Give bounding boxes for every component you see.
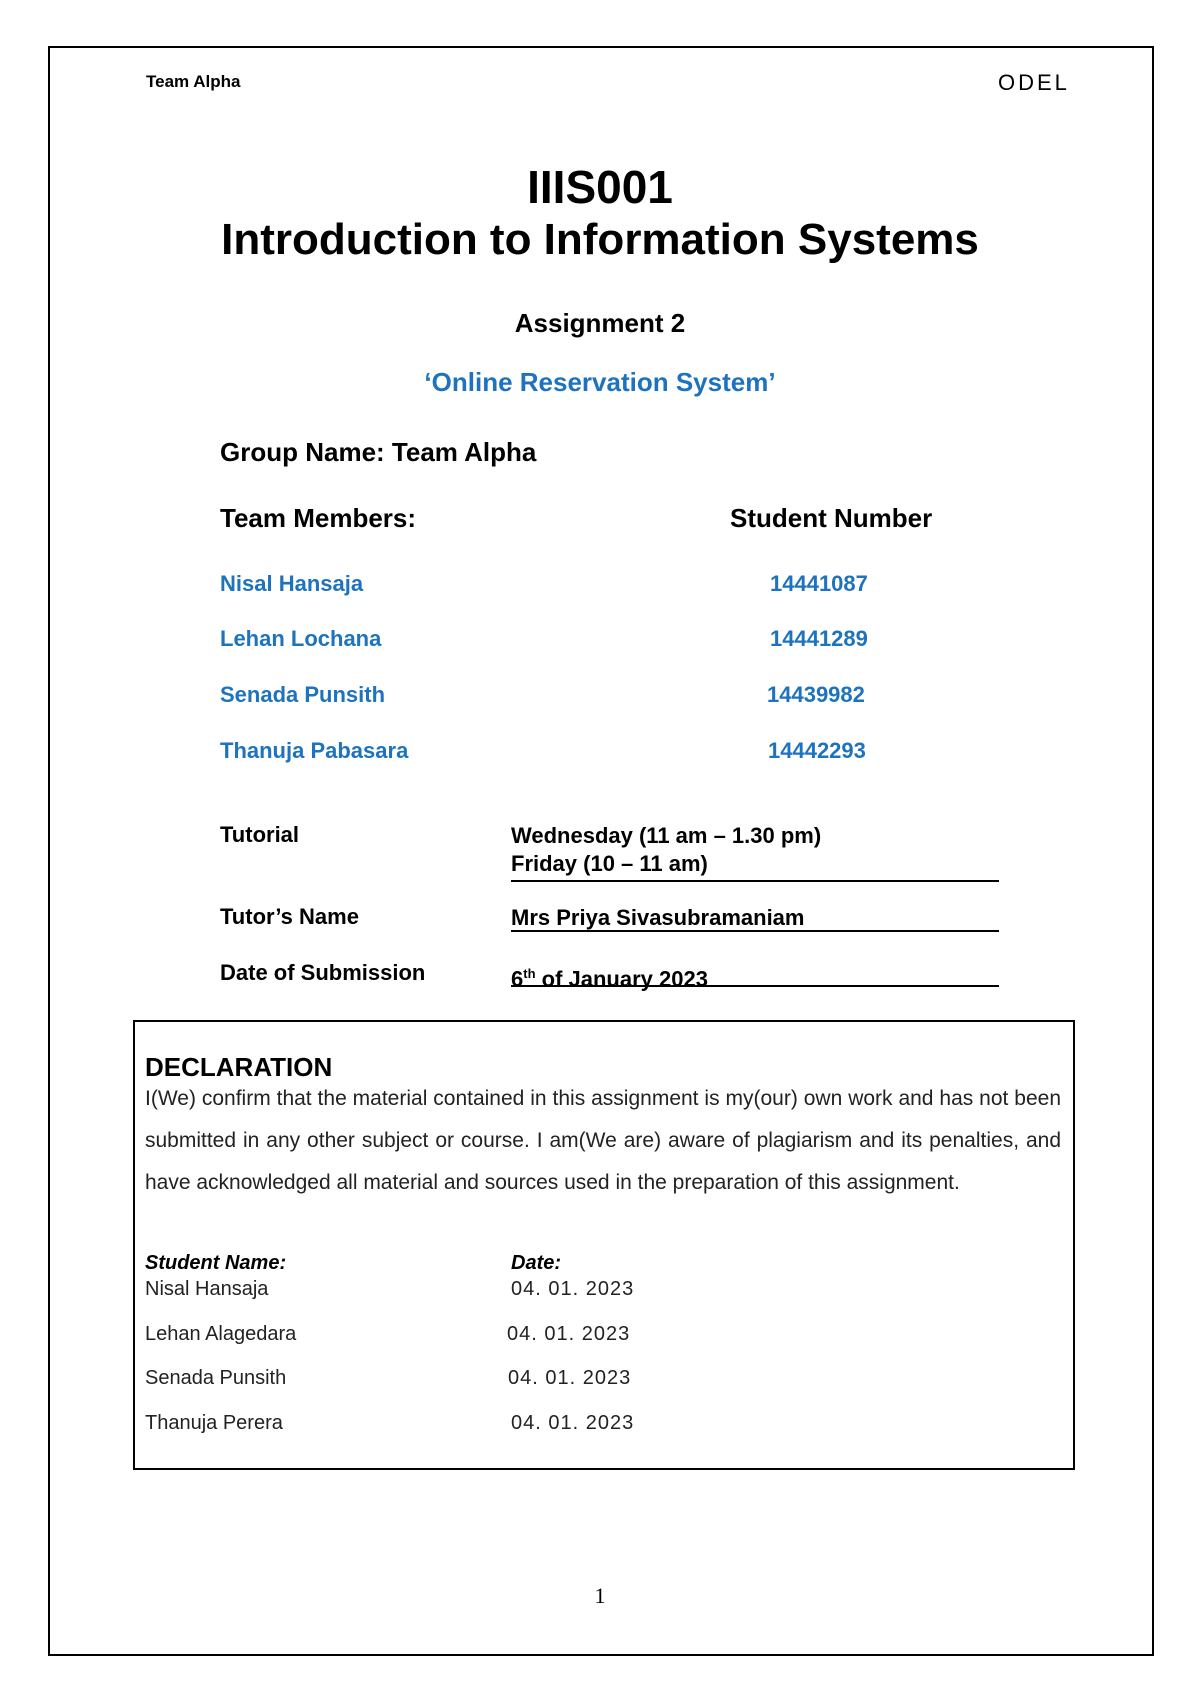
group-name: Group Name: Team Alpha	[220, 437, 537, 467]
declaration-date: 04. 01. 2023	[508, 1367, 632, 1389]
header-team-name: Team Alpha	[146, 72, 241, 91]
declaration-student-name: Senada Punsith	[145, 1367, 287, 1389]
member-number: 14441087	[770, 571, 868, 596]
date-underline	[511, 985, 999, 987]
declaration-student-name: Nisal Hansaja	[145, 1278, 269, 1300]
member-name: Lehan Lochana	[220, 626, 382, 651]
assignment-title: Assignment 2	[514, 308, 686, 338]
student-number-header: Student Number	[730, 503, 933, 533]
tutor-underline	[511, 930, 999, 932]
course-title: Introduction to Information Systems	[221, 215, 979, 264]
submission-date-rest: of January 2023	[535, 966, 708, 992]
member-number: 14442293	[768, 738, 866, 763]
tutorial-time-1: Wednesday (11 am – 1.30 pm)	[511, 823, 822, 848]
tutorial-time-2: Friday (10 – 11 am)	[511, 851, 708, 876]
odel-logo: ODEL	[998, 70, 1070, 95]
submission-date-label: Date of Submission	[220, 960, 426, 985]
member-name: Nisal Hansaja	[220, 571, 364, 596]
declaration-date: 04. 01. 2023	[511, 1412, 635, 1434]
member-name: Thanuja Pabasara	[220, 738, 409, 763]
declaration-text: I(We) confirm that the material contained in this assignment is my(our) own work and has not been submitted in any other subject or course. I am(We are) aware of plagiarism and its penalties, and have acknowledged all material and sources used in the preparation of this assignment.	[145, 1087, 1061, 1194]
member-number: 14441289	[770, 626, 868, 651]
project-title: ‘Online Reservation System’	[424, 367, 776, 397]
submission-date	[511, 960, 708, 993]
declaration-student-name: Lehan Alagedara	[145, 1323, 297, 1345]
tutorial-label: Tutorial	[220, 822, 300, 847]
declaration-date: 04. 01. 2023	[511, 1278, 635, 1300]
course-code: IIIS001	[527, 161, 673, 213]
member-number: 14439982	[767, 682, 865, 707]
submission-date-day: 6	[511, 966, 524, 992]
tutorial-underline	[511, 880, 999, 882]
tutor-name: Mrs Priya Sivasubramaniam	[511, 905, 805, 930]
declaration-date: 04. 01. 2023	[507, 1323, 631, 1345]
tutor-label: Tutor’s Name	[220, 904, 359, 929]
page-number: 1	[594, 1583, 606, 1608]
declaration-student-name: Thanuja Perera	[145, 1412, 283, 1434]
member-name: Senada Punsith	[220, 682, 386, 707]
student-name-header: Student Name:	[145, 1252, 287, 1274]
date-header: Date:	[511, 1252, 562, 1274]
submission-date-suffix: th	[523, 966, 536, 981]
declaration-title: DECLARATION	[145, 1052, 333, 1082]
team-members-header: Team Members:	[220, 503, 417, 533]
